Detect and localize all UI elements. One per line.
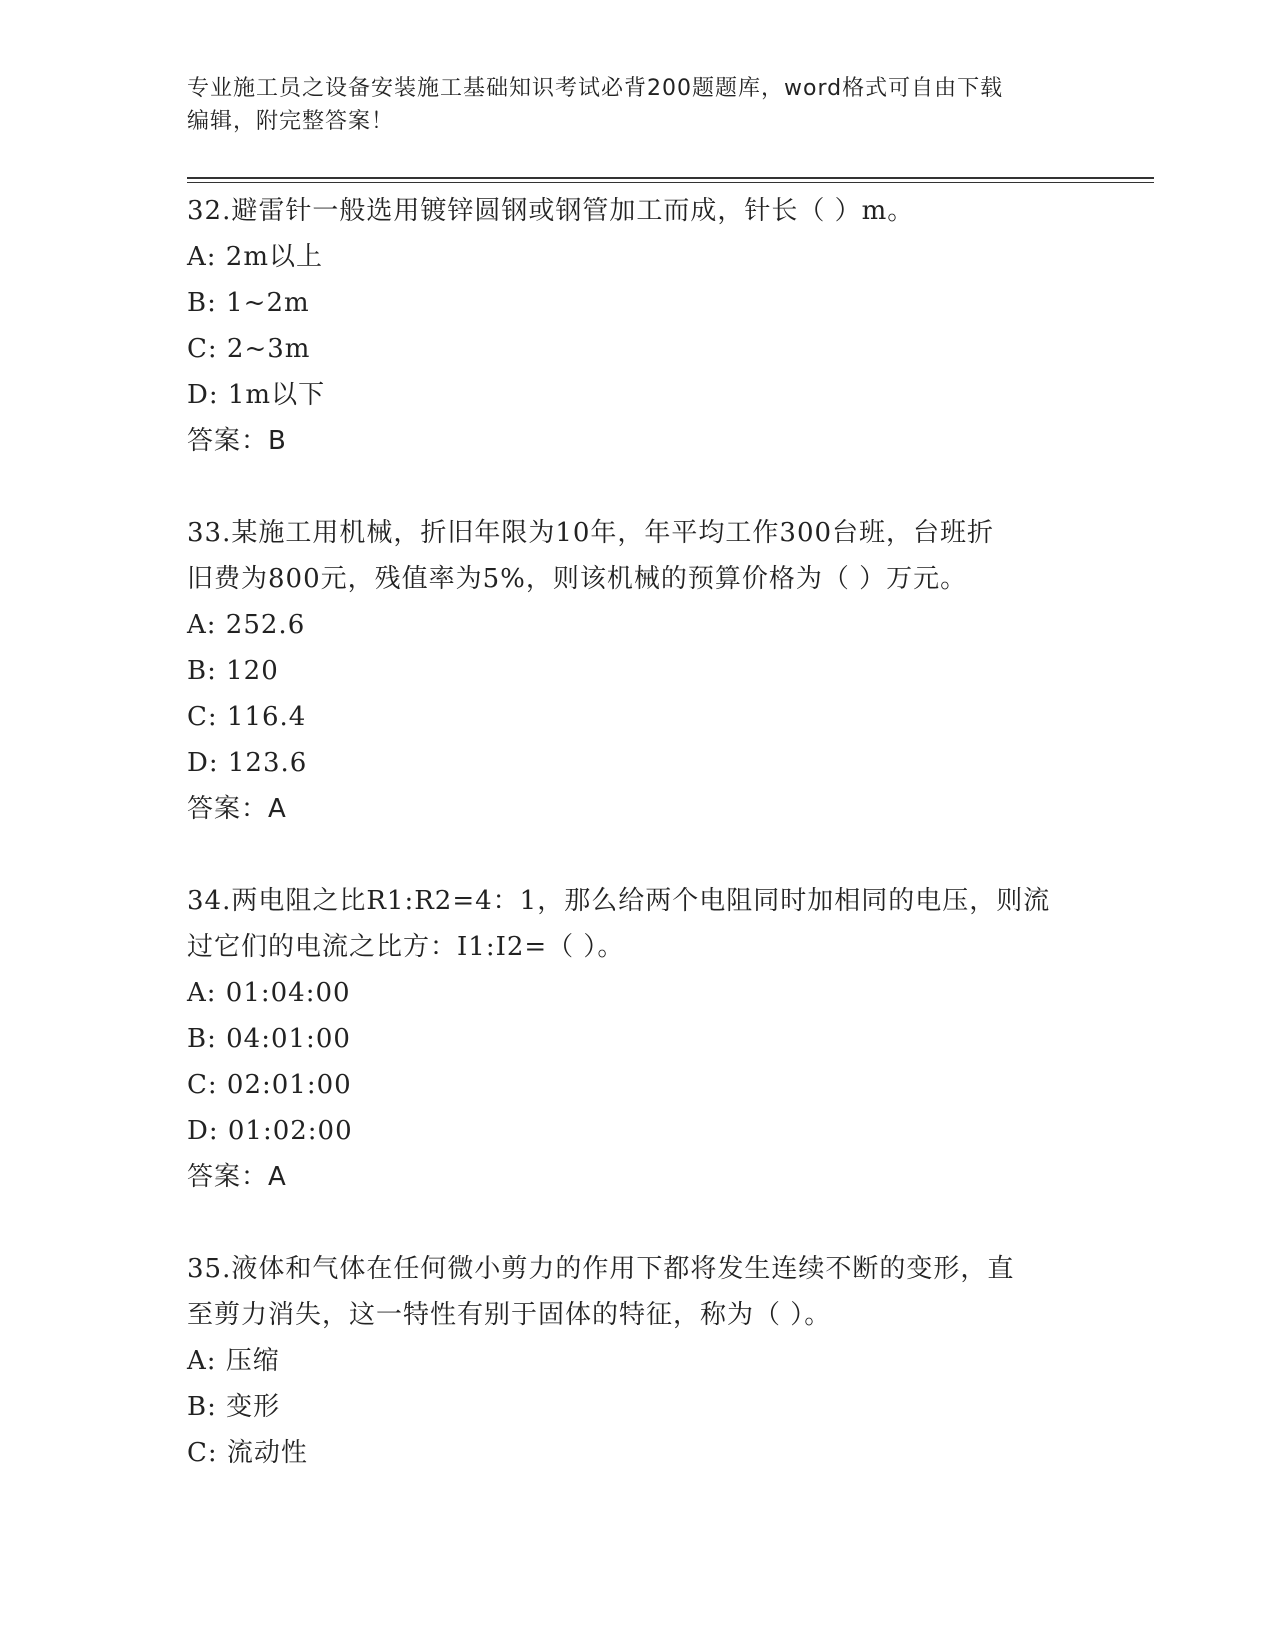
option-d: D: 01:02:00 <box>187 1116 353 1146</box>
option-c: C: 流动性 <box>187 1438 308 1468</box>
header-title-line-2: 编辑，附完整答案！ <box>187 109 395 134</box>
header-divider-thick <box>187 177 1154 179</box>
question-stem: 32.避雷针一般选用镀锌圆钢或钢管加工而成，针长（ ）m。 <box>187 196 915 226</box>
header-title-line-1: 专业施工员之设备安装施工基础知识考试必背200题题库，word格式可自由下载 <box>187 76 1004 101</box>
question-spacer <box>187 464 1087 510</box>
option-a: A: 2m以上 <box>187 242 323 272</box>
answer-key: 答案：B <box>187 426 287 456</box>
question-stem-line-1: 34.两电阻之比R1:R2=4：1，那么给两个电阻同时加相同的电压，则流 <box>187 886 1051 916</box>
question-spacer <box>187 1200 1087 1246</box>
answer-key: 答案：A <box>187 794 287 824</box>
header-divider-thin <box>187 182 1154 183</box>
option-c: C: 2~3m <box>187 334 311 364</box>
question-35 <box>187 1246 1087 1476</box>
document-header <box>187 72 1067 138</box>
question-stem-line-2: 过它们的电流之比方：I1:I2=（ ）。 <box>187 932 625 962</box>
option-b: B: 变形 <box>187 1392 281 1422</box>
option-a: A: 01:04:00 <box>187 978 351 1008</box>
option-c: C: 116.4 <box>187 702 307 732</box>
option-b: B: 04:01:00 <box>187 1024 351 1054</box>
option-c: C: 02:01:00 <box>187 1070 352 1100</box>
question-stem-line-2: 旧费为800元，残值率为5%，则该机械的预算价格为（ ）万元。 <box>187 564 968 594</box>
option-b: B: 120 <box>187 656 279 686</box>
answer-key: 答案：A <box>187 1162 287 1192</box>
option-d: D: 1m以下 <box>187 380 326 410</box>
question-list <box>187 188 1087 1476</box>
option-d: D: 123.6 <box>187 748 308 778</box>
question-stem-line-2: 至剪力消失，这一特性有别于固体的特征，称为（ ）。 <box>187 1300 832 1330</box>
option-a: A: 252.6 <box>187 610 306 640</box>
question-stem-line-1: 33.某施工用机械，折旧年限为10年，年平均工作300台班，台班折 <box>187 518 995 548</box>
question-33 <box>187 510 1087 832</box>
question-spacer <box>187 832 1087 878</box>
option-b: B: 1~2m <box>187 288 310 318</box>
question-32 <box>187 188 1087 464</box>
question-stem-line-1: 35.液体和气体在任何微小剪力的作用下都将发生连续不断的变形，直 <box>187 1254 1015 1284</box>
question-34 <box>187 878 1087 1200</box>
option-a: A: 压缩 <box>187 1346 280 1376</box>
